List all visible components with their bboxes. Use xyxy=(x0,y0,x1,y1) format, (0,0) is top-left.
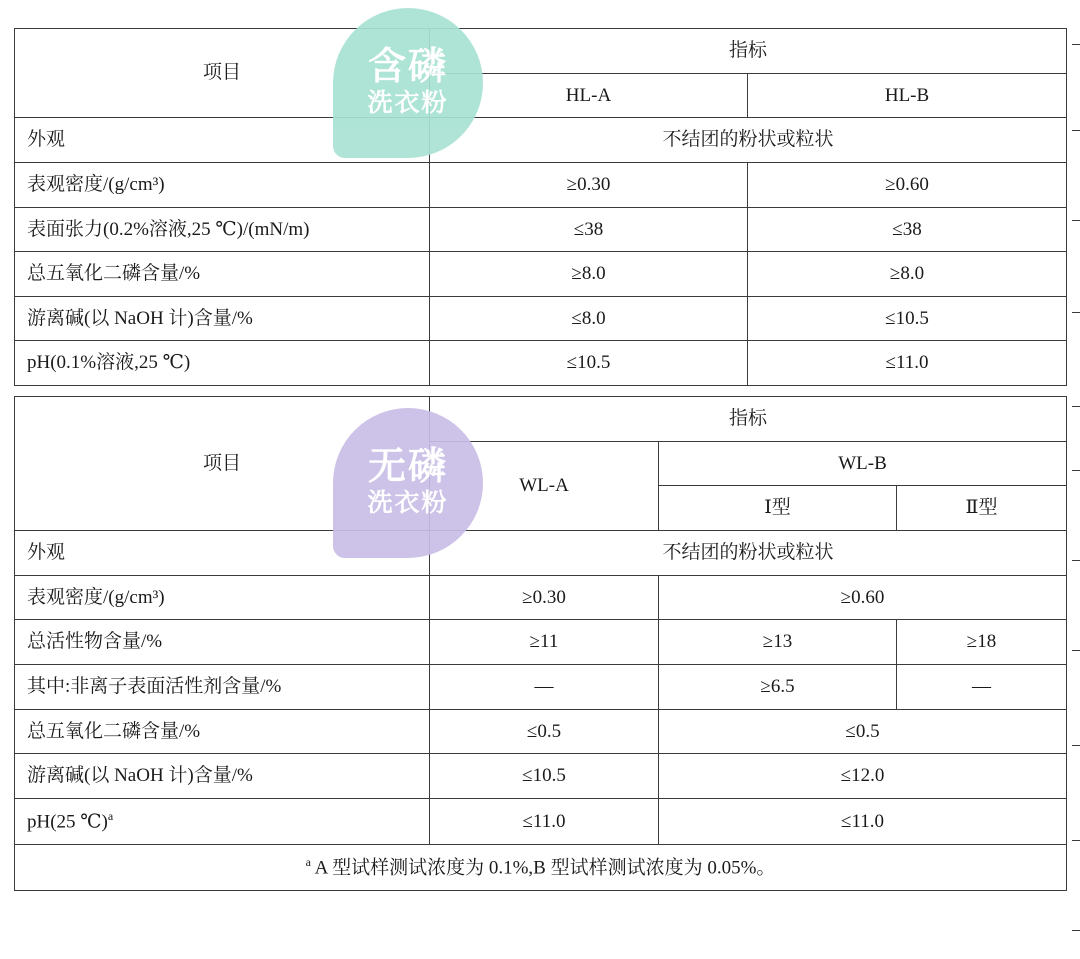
row-value-b: ≤10.5 xyxy=(748,296,1067,341)
row-value-b1: ≥13 xyxy=(659,620,897,665)
footnote-row xyxy=(15,844,1067,890)
row-value-b-merged: ≥0.60 xyxy=(659,575,1067,620)
row-value-b1: ≥6.5 xyxy=(659,664,897,709)
row-label: 游离碱(以 NaOH 计)含量/% xyxy=(15,754,430,799)
footnote-text: A 型试样测试浓度为 0.1%,B 型试样测试浓度为 0.05%。 xyxy=(314,857,776,879)
phosphorus-detergent-spec-table xyxy=(14,28,1067,386)
table-row xyxy=(15,575,1067,620)
row-value-b: ≤11.0 xyxy=(748,341,1067,386)
page-edge-mark xyxy=(1072,130,1080,131)
row-value-b-merged: ≤0.5 xyxy=(659,709,1067,754)
row-label: 表观密度/(g/cm³) xyxy=(15,162,430,207)
header-wl-b-type1: Ⅰ型 xyxy=(659,486,897,531)
row-label: 其中:非离子表面活性剂含量/% xyxy=(15,664,430,709)
phosphorus-badge-line1: 含磷 xyxy=(367,46,448,89)
row-value-b: ≥0.60 xyxy=(748,162,1067,207)
row-label: 游离碱(以 NaOH 计)含量/% xyxy=(15,296,430,341)
page-edge-mark xyxy=(1072,745,1080,746)
table-header-row xyxy=(15,397,1067,442)
row-value-b: ≤38 xyxy=(748,207,1067,252)
row-label: 总活性物含量/% xyxy=(15,620,430,665)
header-wl-b: WL-B xyxy=(659,441,1067,486)
page-edge-mark xyxy=(1072,560,1080,561)
table-row xyxy=(15,531,1067,576)
phosphorus-free-detergent-spec-table xyxy=(14,396,1067,891)
page-edge-mark xyxy=(1072,312,1080,313)
row-value-a: — xyxy=(430,664,659,709)
row-label: 表观密度/(g/cm³) xyxy=(15,575,430,620)
header-item: 项目 xyxy=(15,397,430,531)
row-value-merged: 不结团的粉状或粒状 xyxy=(430,531,1067,576)
page-edge-mark xyxy=(1072,930,1080,931)
row-value-b-merged: ≤11.0 xyxy=(659,798,1067,844)
row-value-merged: 不结团的粉状或粒状 xyxy=(430,118,1067,163)
row-value-a: ≥11 xyxy=(430,620,659,665)
page-edge-mark xyxy=(1072,44,1080,45)
table-row xyxy=(15,664,1067,709)
row-value-b2: — xyxy=(897,664,1067,709)
row-value-a: ≤10.5 xyxy=(430,341,748,386)
row-value-a: ≥8.0 xyxy=(430,252,748,297)
row-label: 总五氧化二磷含量/% xyxy=(15,252,430,297)
row-label: 外观 xyxy=(15,118,430,163)
row-value-b2: ≥18 xyxy=(897,620,1067,665)
page-edge-mark xyxy=(1072,220,1080,221)
row-value-a: ≤11.0 xyxy=(430,798,659,844)
row-value-a: ≥0.30 xyxy=(430,162,748,207)
header-wl-a: WL-A xyxy=(430,441,659,530)
table-row xyxy=(15,754,1067,799)
table-row xyxy=(15,709,1067,754)
table-row xyxy=(15,341,1067,386)
page-edge-mark xyxy=(1072,840,1080,841)
footnote-marker: a xyxy=(107,808,114,823)
phosphorus-free-badge-line2: 洗衣粉 xyxy=(367,489,449,518)
row-label: 总五氧化二磷含量/% xyxy=(15,709,430,754)
header-index: 指标 xyxy=(430,29,1067,74)
row-value-b-merged: ≤12.0 xyxy=(659,754,1067,799)
row-label-text: pH(25 ℃) xyxy=(27,811,108,833)
row-value-a: ≤8.0 xyxy=(430,296,748,341)
header-wl-b-type2: Ⅱ型 xyxy=(897,486,1067,531)
page-edge-mark xyxy=(1072,470,1080,471)
row-label: 表面张力(0.2%溶液,25 ℃)/(mN/m) xyxy=(15,207,430,252)
row-value-a: ≥0.30 xyxy=(430,575,659,620)
phosphorus-badge-line2: 洗衣粉 xyxy=(367,89,449,118)
footnote-cell xyxy=(15,844,1067,890)
table-row xyxy=(15,296,1067,341)
row-label: 外观 xyxy=(15,531,430,576)
row-value-a: ≤38 xyxy=(430,207,748,252)
page-edge-mark xyxy=(1072,406,1080,407)
row-label: pH(0.1%溶液,25 ℃) xyxy=(15,341,430,386)
header-item: 项目 xyxy=(15,29,430,118)
row-value-b: ≥8.0 xyxy=(748,252,1067,297)
table-header-row xyxy=(15,29,1067,74)
table-row xyxy=(15,162,1067,207)
header-index: 指标 xyxy=(430,397,1067,442)
table-row xyxy=(15,620,1067,665)
row-value-a: ≤10.5 xyxy=(430,754,659,799)
table-row xyxy=(15,798,1067,844)
row-label-with-footnote xyxy=(15,798,430,844)
table-row xyxy=(15,118,1067,163)
table-row xyxy=(15,207,1067,252)
phosphorus-free-badge-line1: 无磷 xyxy=(367,446,448,489)
footnote-marker-ref: a xyxy=(305,854,311,869)
header-hl-a: HL-A xyxy=(430,73,748,118)
page-edge-mark xyxy=(1072,650,1080,651)
table-row xyxy=(15,252,1067,297)
header-hl-b: HL-B xyxy=(748,73,1067,118)
row-value-a: ≤0.5 xyxy=(430,709,659,754)
